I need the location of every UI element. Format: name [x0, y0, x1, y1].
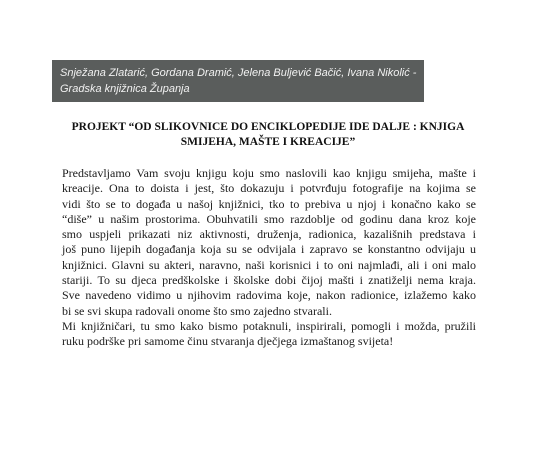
- article-body: [62, 166, 476, 350]
- author-line-2: Gradska knjižnica Županja: [60, 83, 190, 95]
- body-line: još puno lijepih događanja koja su se odvijala i zapravo se konstantno odvijaju u: [62, 242, 476, 257]
- body-line: ruku podrške pri samome činu stvaranja dječjega izmaštanog svijeta!: [62, 334, 394, 349]
- body-line: Predstavljamo Vam svoju knjigu koju smo naslovili kao knjigu smijeha, mašte i: [62, 166, 476, 180]
- body-line: Sve navedeno vidimo u njihovim radovima koje, nakon radionice, izlažemo kako: [62, 288, 476, 303]
- author-line-1: Snježana Zlatarić, Gordana Dramić, Jelena Buljević Bačić, Ivana Nikolić -: [60, 67, 417, 79]
- body-line: kreacije. Ona to doista i jest, što dokazuju i potvrđuju fotografije na kojima se: [62, 181, 476, 196]
- body-line: bi se svi skupa radovali onome što smo zajedno stvarali.: [62, 303, 332, 318]
- title-line-2: SMIJEHA, MAŠTE I KREACIJE”: [180, 136, 356, 148]
- body-line: vidi što se to događa u našoj knjižnici, tko to prebiva u njoj i konačno kako se: [62, 196, 476, 211]
- title-line-1: PROJEKT “OD SLIKOVNICE DO ENCIKLOPEDIJE IDE DALJE : KNJIGA: [71, 121, 465, 133]
- body-line: “diše” u našim prostorima. Obuhvatili smo razdoblje od godinu dana kroz koje: [62, 211, 476, 226]
- article-title: [62, 120, 474, 150]
- body-line: stariji. To su djeca predškolske i školske dobi čijoj mašti i znatiželji nema kraja.: [62, 273, 476, 288]
- body-line: smo uspjeli prikazati niz aktivnosti, druženja, radionica, kazališnih predstava i: [62, 227, 476, 242]
- body-line: knjižnici. Glavni su akteri, naravno, naši korisnici i to oni najmlađi, ali i oni malo: [62, 257, 476, 272]
- body-line: Mi knjižničari, tu smo kako bismo potaknuli, inspirirali, pomogli i možda, pružili: [62, 318, 476, 333]
- author-banner: [52, 60, 424, 102]
